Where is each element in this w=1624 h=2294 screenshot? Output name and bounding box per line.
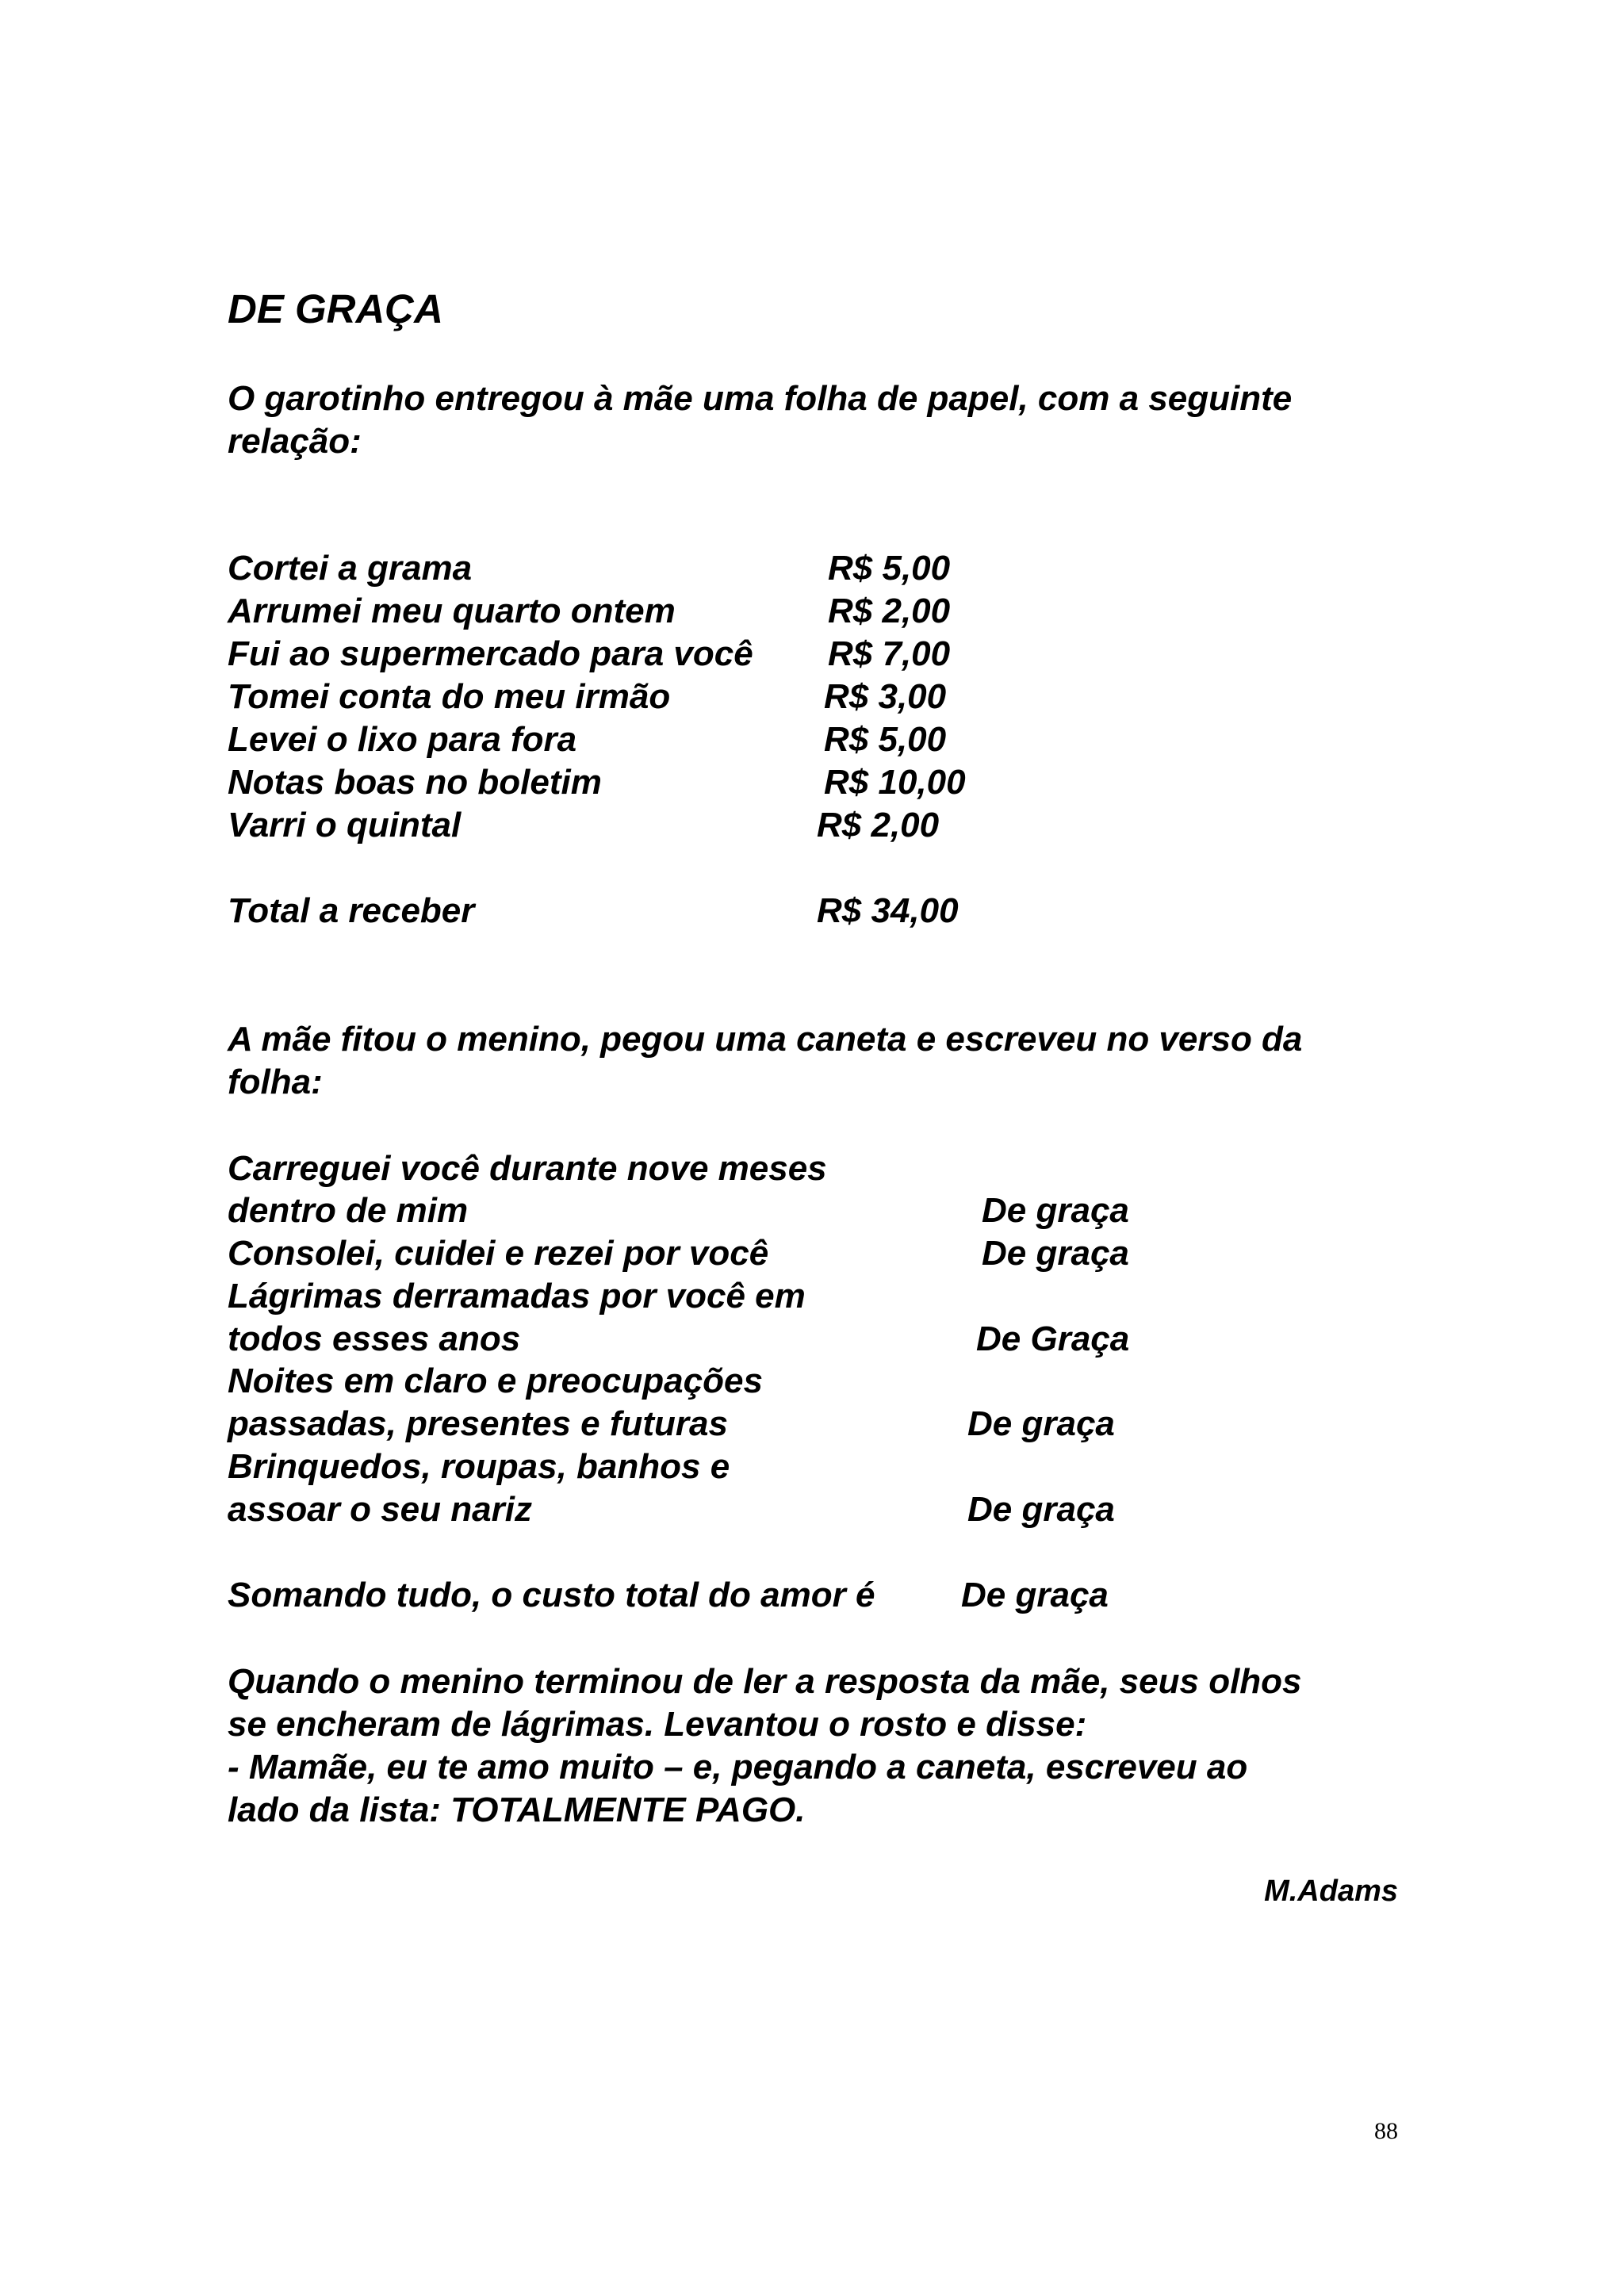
intro-line: O garotinho entregou à mãe uma folha de papel, com a seguinte bbox=[228, 379, 1293, 418]
reply-line: Brinquedos, roupas, banhos e bbox=[228, 1447, 730, 1486]
intro-line: relação: bbox=[228, 422, 362, 461]
ending-line: Quando o menino terminou de ler a resposta da mãe, seus olhos bbox=[228, 1662, 1302, 1701]
bill-item: Arrumei meu quarto ontem bbox=[228, 592, 676, 630]
bill-price: R$ 2,00 bbox=[817, 806, 940, 844]
bill-price: R$ 2,00 bbox=[828, 592, 951, 630]
page-number: 88 bbox=[1374, 2118, 1398, 2144]
reply-value: De graça bbox=[982, 1234, 1129, 1273]
bill-price: R$ 5,00 bbox=[824, 720, 947, 759]
bill-item: Levei o lixo para fora bbox=[228, 720, 577, 759]
ending-paragraph bbox=[228, 1660, 1398, 1832]
reply-value: De graça bbox=[967, 1404, 1115, 1443]
mother-intro-paragraph bbox=[228, 1018, 1398, 1104]
author-signature: M.Adams bbox=[1264, 1875, 1398, 1908]
page-title: DE GRAÇA bbox=[228, 286, 444, 331]
reply-line: Lágrimas derramadas por você em bbox=[228, 1277, 806, 1316]
bill-item: Tomei conta do meu irmão bbox=[228, 677, 671, 716]
reply-line: passadas, presentes e futuras bbox=[228, 1404, 728, 1443]
mother-intro-line: A mãe fitou o menino, pegou uma caneta e escreveu no verso da bbox=[228, 1020, 1303, 1059]
bill-item: Notas boas no boletim bbox=[228, 763, 602, 802]
bill-price: R$ 10,00 bbox=[824, 763, 966, 802]
reply-value: De graça bbox=[967, 1490, 1115, 1529]
bill-price: R$ 3,00 bbox=[824, 677, 947, 716]
mother-intro-line: folha: bbox=[228, 1063, 323, 1101]
ending-line: lado da lista: TOTALMENTE PAGO. bbox=[228, 1790, 806, 1829]
reply-line: Noites em claro e preocupações bbox=[228, 1361, 763, 1400]
bill-price: R$ 5,00 bbox=[828, 549, 951, 588]
bill-item: Varri o quintal bbox=[228, 806, 462, 844]
reply-line: Carreguei você durante nove meses bbox=[228, 1149, 827, 1188]
reply-line: Consolei, cuidei e rezei por você bbox=[228, 1234, 769, 1273]
sum-value: De graça bbox=[961, 1576, 1109, 1614]
bill-item: Fui ao supermercado para você bbox=[228, 634, 753, 673]
sum-text: Somando tudo, o custo total do amor é bbox=[228, 1576, 875, 1614]
reply-line: dentro de mim bbox=[228, 1191, 469, 1230]
intro-paragraph bbox=[228, 377, 1398, 463]
reply-value: De Graça bbox=[976, 1319, 1130, 1358]
reply-line: todos esses anos bbox=[228, 1319, 521, 1358]
bill-price: R$ 7,00 bbox=[828, 634, 951, 673]
ending-line: se encheram de lágrimas. Levantou o rosto e disse: bbox=[228, 1705, 1087, 1744]
reply-line: assoar o seu nariz bbox=[228, 1490, 532, 1529]
bill-item: Cortei a grama bbox=[228, 549, 473, 588]
bill-total-label: Total a receber bbox=[228, 891, 475, 930]
bill-total-price: R$ 34,00 bbox=[817, 891, 959, 930]
ending-line: - Mamãe, eu te amo muito – e, pegando a caneta, escreveu ao bbox=[228, 1748, 1248, 1787]
reply-value: De graça bbox=[982, 1191, 1129, 1230]
